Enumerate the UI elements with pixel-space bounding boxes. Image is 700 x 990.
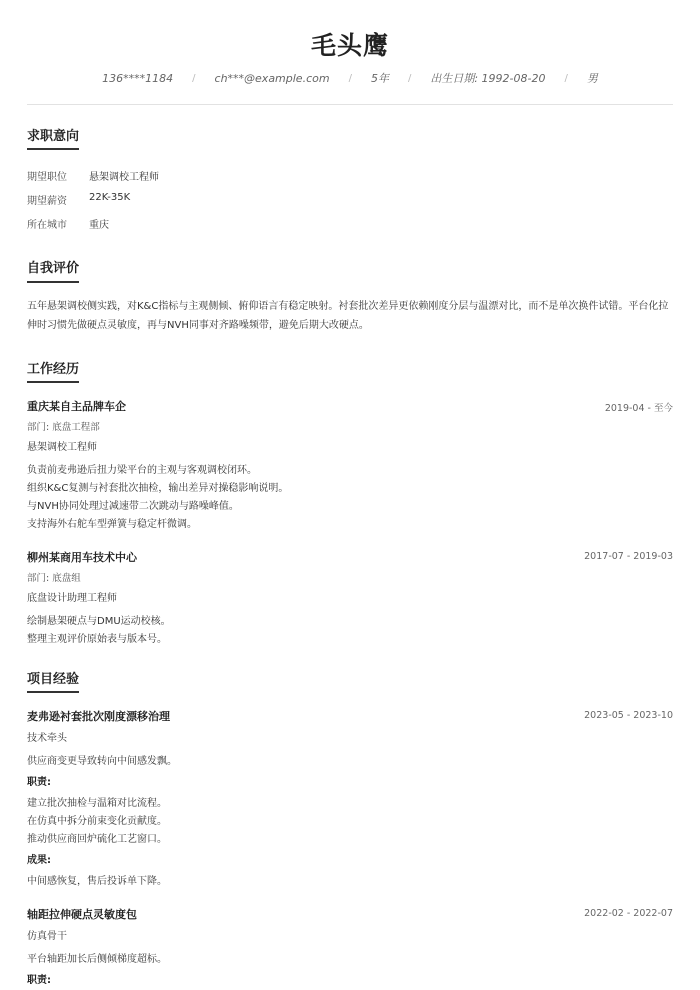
project-role: 仿真骨干 bbox=[27, 931, 67, 942]
job-dept: 部门: 底盘工程部 bbox=[27, 422, 100, 433]
contact-bar bbox=[27, 70, 673, 86]
duty-label: 职责: bbox=[27, 777, 51, 788]
job-duty: 整理主观评价原始表与版本号。 bbox=[27, 634, 167, 645]
email-address: ch***@example.com bbox=[214, 71, 330, 85]
job-dept: 部门: 底盘组 bbox=[27, 573, 81, 584]
section-title-self-eval: 自我评价 bbox=[27, 261, 80, 276]
section-underline bbox=[27, 148, 79, 150]
job-duty: 负责前麦弗逊后扭力梁平台的主观与客观调校闭环。 bbox=[27, 465, 257, 476]
project-desc: 平台轴距加长后侧倾梯度超标。 bbox=[27, 954, 167, 965]
job-role: 悬架调校工程师 bbox=[27, 442, 97, 453]
divider: / bbox=[348, 72, 352, 84]
candidate-name: 毛头鹰 bbox=[310, 31, 389, 60]
self-eval-text: 五年悬架调校侧实践，对K&C指标与主观侧倾、俯仰语言有稳定映射。衬套批次差异更依赖刚度分层与温漂对比，而不是单次换件试错。平台化拉伸时习惯先做硬点灵敏度，再与NVH同事对齐路噪频带，避免后期大改硬点。 bbox=[27, 301, 669, 331]
birth-date: 出生日期: 1992-08-20 bbox=[430, 72, 546, 85]
project-duty: 推动供应商回炉硫化工艺窗口。 bbox=[27, 834, 167, 845]
gender: 男 bbox=[586, 72, 598, 85]
project-date: 2022-02 - 2022-07 bbox=[584, 908, 673, 919]
project-role: 技术牵头 bbox=[27, 733, 67, 744]
section-title-intent: 求职意向 bbox=[27, 129, 80, 144]
salary-label: 期望薪资 bbox=[27, 196, 67, 207]
project-name: 轴距拉伸硬点灵敏度包 bbox=[27, 908, 137, 921]
job-duty: 绘制悬架硬点与DMU运动校核。 bbox=[27, 616, 171, 627]
section-title-projects: 项目经验 bbox=[27, 672, 80, 687]
position-label: 期望职位 bbox=[27, 172, 67, 183]
section-underline bbox=[27, 281, 79, 283]
salary-value: 22K-35K bbox=[89, 192, 131, 203]
years-experience: 5年 bbox=[370, 72, 389, 85]
job-duty: 组织K&C复测与衬套批次抽检，输出差异对操稳影响说明。 bbox=[27, 483, 289, 494]
city-label: 所在城市 bbox=[27, 220, 67, 231]
job-duty: 支持海外右舵车型弹簧与稳定杆微调。 bbox=[27, 519, 197, 530]
job-company: 柳州某商用车技术中心 bbox=[27, 551, 137, 564]
project-duty: 在仿真中拆分前束变化贡献度。 bbox=[27, 816, 167, 827]
job-duty: 与NVH协同处理过减速带二次跳动与路噪峰值。 bbox=[27, 501, 239, 512]
project-duty: 建立批次抽检与温箱对比流程。 bbox=[27, 798, 167, 809]
divider: / bbox=[407, 72, 412, 84]
duty-label: 职责: bbox=[27, 975, 51, 986]
project-result: 中间感恢复，售后投诉单下降。 bbox=[27, 876, 167, 887]
result-label: 成果: bbox=[27, 855, 51, 866]
resume-page bbox=[27, 0, 673, 990]
job-company: 重庆某自主品牌车企 bbox=[27, 400, 126, 413]
job-date: 2019-04 - 至今 bbox=[604, 403, 673, 414]
job-role: 底盘设计助理工程师 bbox=[27, 593, 117, 604]
project-desc: 供应商变更导致转向中间感发飘。 bbox=[27, 756, 177, 767]
project-name: 麦弗逊衬套批次刚度漂移治理 bbox=[27, 710, 170, 723]
job-date: 2017-07 - 2019-03 bbox=[584, 551, 673, 562]
divider: / bbox=[564, 72, 568, 84]
section-title-work: 工作经历 bbox=[27, 362, 80, 377]
header-divider bbox=[27, 104, 673, 105]
section-underline bbox=[27, 381, 79, 383]
divider: / bbox=[192, 72, 196, 84]
project-date: 2023-05 - 2023-10 bbox=[584, 710, 673, 721]
position-value: 悬架调校工程师 bbox=[89, 172, 159, 183]
city-value: 重庆 bbox=[89, 220, 109, 231]
phone-number: 136****1184 bbox=[102, 71, 174, 85]
section-underline bbox=[27, 691, 79, 693]
